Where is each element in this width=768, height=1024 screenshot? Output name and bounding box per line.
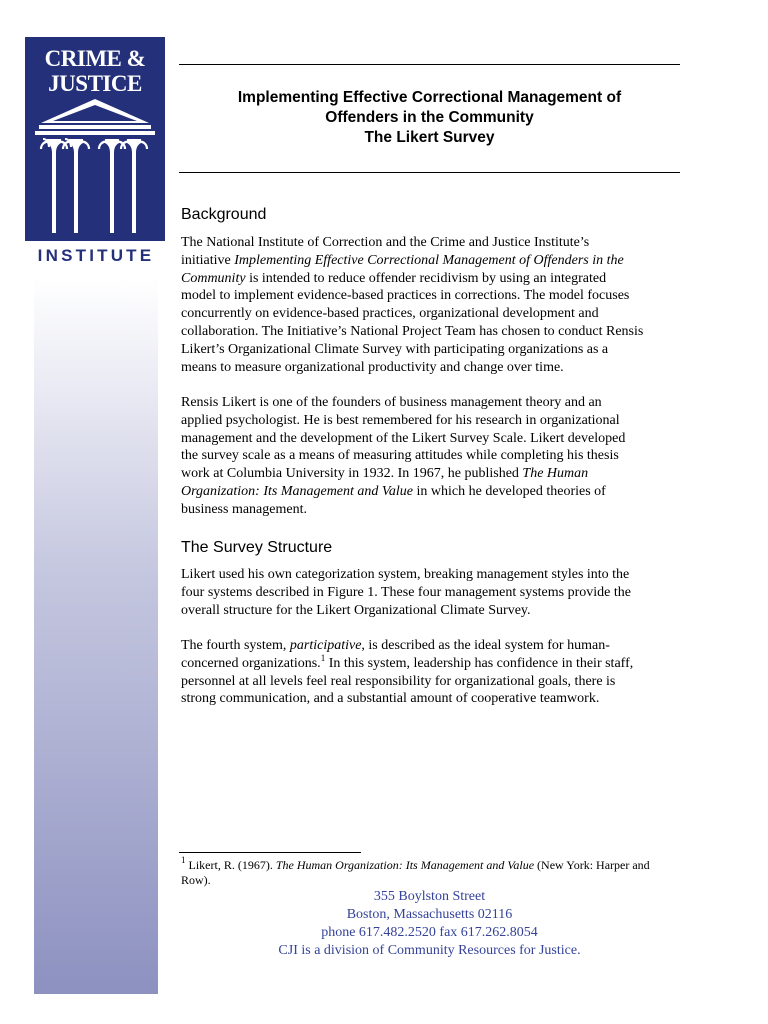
text-line	[181, 483, 691, 501]
text-line: Likert used his own categorization system, breaking management styles into the	[181, 567, 630, 582]
logo-text-justice: JUSTICE	[48, 71, 142, 96]
text-span-italic: Implementing Effective Correctional Management of Offenders in the	[234, 252, 624, 268]
text-span-italic: The Human Organization: Its Management and Value	[275, 858, 535, 872]
address-block	[179, 888, 680, 960]
text-line: concurrently on evidence-based practices, organizational development and	[181, 306, 599, 322]
text-line	[181, 637, 691, 655]
text-span: initiative	[181, 252, 235, 268]
text-line: the survey scale as a means of measuring attitudes while completing his thesis	[181, 448, 619, 464]
text-line: means to measure organizational productivity and change over time.	[181, 359, 564, 375]
logo-text-institute: INSTITUTE	[37, 246, 155, 265]
address-division-note: CJI is a division of Community Resources for Justice.	[278, 943, 581, 958]
title-line-3: The Likert Survey	[364, 129, 495, 146]
text-line	[181, 855, 691, 873]
text-line: Likert’s Organizational Climate Survey with participating organizations as a	[181, 341, 609, 357]
title-line-2: Offenders in the Community	[325, 109, 534, 126]
text-span: Likert, R. (1967).	[185, 858, 276, 872]
text-span-italic: Organization: Its Management and Value	[181, 483, 414, 499]
text-line	[181, 465, 691, 483]
text-line: model to implement evidence-based practices in corrections. The model focuses	[181, 288, 630, 304]
text-line	[181, 652, 691, 673]
text-line: Row).	[181, 873, 211, 887]
text-line	[181, 252, 691, 270]
title-rule-top	[179, 64, 680, 65]
text-line: applied psychologist. He is best remembered for his research in organizational	[181, 412, 620, 428]
text-line: overall structure for the Likert Organizational Climate Survey.	[181, 602, 531, 618]
text-line: business management.	[181, 501, 307, 517]
address-street: 355 Boylston Street	[373, 889, 486, 904]
footnote-marker: 1	[181, 855, 186, 865]
structure-paragraph-1	[181, 566, 691, 619]
text-span: , is described as the ideal system for human-	[361, 638, 610, 653]
text-span: In this system, leadership has confidence in their staff,	[325, 655, 634, 671]
text-line: The National Institute of Correction and the Crime and Justice Institute’s	[181, 235, 590, 250]
footnote	[181, 855, 691, 888]
text-line: management and the development of the Likert Survey Scale. Likert developed	[181, 430, 626, 446]
footnote-rule	[179, 852, 361, 853]
background-paragraph-1	[181, 234, 691, 376]
address-city: Boston, Massachusetts 02116	[346, 907, 513, 922]
text-line: collaboration. The Initiative’s National Project Team has chosen to conduct Rensis	[181, 323, 644, 339]
background-paragraph-2	[181, 394, 691, 519]
text-span-italic: The Human	[522, 466, 589, 482]
columns-icon	[25, 99, 165, 241]
text-span: The fourth system,	[181, 638, 290, 653]
logo-text-crime: CRIME &	[44, 46, 146, 71]
text-line: four systems described in Figure 1. These four management systems provide the	[181, 584, 631, 600]
text-span: concerned organizations.	[181, 655, 321, 671]
title-rule-bottom	[179, 172, 680, 173]
title-line-1: Implementing Effective Correctional Management of	[237, 89, 622, 106]
text-line: personnel at all levels feel real responsibility for organizational goals, there is	[181, 673, 616, 689]
heading-background: Background	[181, 206, 267, 223]
text-line: Rensis Likert is one of the founders of business management theory and an	[181, 395, 602, 410]
text-span: work at Columbia University in 1932. In 1967, he published	[181, 466, 523, 482]
cji-logo	[25, 37, 167, 269]
logo-box	[25, 37, 165, 241]
text-span: (New York: Harper and	[534, 858, 650, 872]
heading-survey-structure: The Survey Structure	[181, 539, 333, 556]
structure-paragraph-2	[181, 637, 691, 708]
text-line	[181, 270, 691, 288]
text-span-italic: Community	[181, 270, 246, 286]
text-span: in which he developed theories of	[413, 483, 606, 499]
page-title	[179, 88, 680, 148]
text-span: is intended to reduce offender recidivism by using an integrated	[245, 270, 607, 286]
address-phone-fax: phone 617.482.2520 fax 617.262.8054	[321, 925, 538, 940]
footnote-reference[interactable]: 1	[320, 652, 326, 663]
text-line: strong communication, and a substantial amount of cooperative teamwork.	[181, 691, 600, 707]
sidebar-gradient	[34, 279, 158, 994]
text-span-italic: participative	[289, 638, 362, 653]
